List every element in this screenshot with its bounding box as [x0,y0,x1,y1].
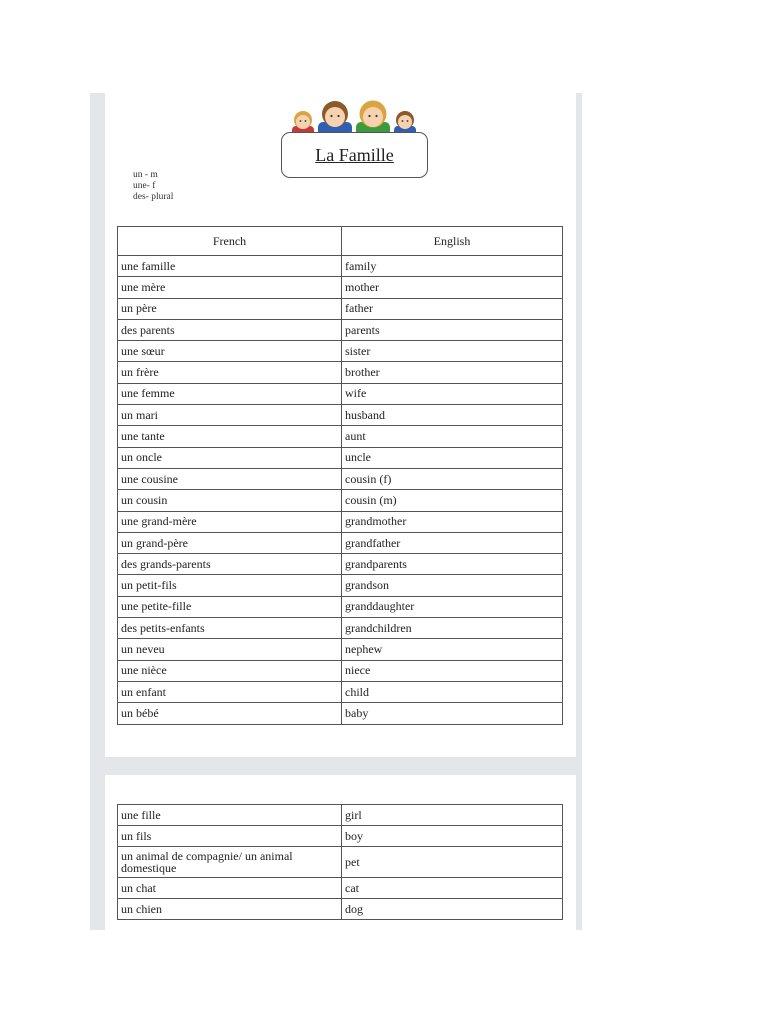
table-row [118,554,563,575]
header-english: English [342,227,563,256]
english-term: cat [342,878,563,899]
english-term: brother [342,362,563,383]
table-row [118,681,563,702]
page-title: La Famille [315,144,394,165]
table-row [118,596,563,617]
french-term: une famille [118,256,342,277]
french-term: une cousine [118,468,342,489]
english-term: grandparents [342,554,563,575]
gender-legend [133,170,173,203]
english-term: baby [342,703,563,724]
english-term: husband [342,405,563,426]
french-term: un cousin [118,490,342,511]
table-row [118,319,563,340]
english-term: girl [342,805,563,826]
english-term: pet [342,847,563,878]
table-row [118,383,563,404]
english-term: aunt [342,426,563,447]
english-term: father [342,298,563,319]
english-term: granddaughter [342,596,563,617]
table-row [118,878,563,899]
table-row [118,703,563,724]
french-term: un petit-fils [118,575,342,596]
table-row [118,405,563,426]
french-term: une mère [118,277,342,298]
table-row [118,298,563,319]
french-term: des grands-parents [118,554,342,575]
table-row [118,575,563,596]
french-term: un père [118,298,342,319]
english-term: nephew [342,639,563,660]
french-term: un mari [118,405,342,426]
english-term: grandson [342,575,563,596]
french-term: un frère [118,362,342,383]
french-term: une petite-fille [118,596,342,617]
table-row [118,468,563,489]
english-term: uncle [342,447,563,468]
vocab-table-page-2 [117,804,563,920]
english-term: wife [342,383,563,404]
table-row [118,341,563,362]
english-term: boy [342,826,563,847]
legend-feminine: une- f [133,181,156,191]
french-term: un enfant [118,681,342,702]
french-term: une nièce [118,660,342,681]
legend-plural: des- plural [133,192,174,202]
table-row [118,847,563,878]
english-term: sister [342,341,563,362]
table-row [118,447,563,468]
vocab-table-page-1 [117,226,563,725]
table-row [118,899,563,920]
french-term: un bébé [118,703,342,724]
french-term: un chat [118,878,342,899]
table-row [118,660,563,681]
family-member-mom [356,101,390,137]
english-term: cousin (f) [342,468,563,489]
english-term: niece [342,660,563,681]
french-term: une grand-mère [118,511,342,532]
family-clipart [290,100,422,136]
french-term: des petits-enfants [118,618,342,639]
table-row [118,426,563,447]
french-term: une sœur [118,341,342,362]
french-term: une femme [118,383,342,404]
table-row [118,511,563,532]
table-row [118,277,563,298]
table-row [118,256,563,277]
table-row [118,639,563,660]
english-term: grandfather [342,532,563,553]
french-term: une tante [118,426,342,447]
table-row [118,805,563,826]
title-box [281,132,428,178]
legend-masculine: un - m [133,170,158,180]
english-term: cousin (m) [342,490,563,511]
french-term: des parents [118,319,342,340]
table-row [118,362,563,383]
english-term: grandmother [342,511,563,532]
table-row [118,532,563,553]
english-term: grandchildren [342,618,563,639]
family-member-dad [318,101,352,136]
english-term: mother [342,277,563,298]
table-row [118,618,563,639]
english-term: family [342,256,563,277]
french-term: une fille [118,805,342,826]
english-term: child [342,681,563,702]
header-french: French [118,227,342,256]
table-row [118,490,563,511]
english-term: parents [342,319,563,340]
table-header-row [118,227,563,256]
french-term: un oncle [118,447,342,468]
french-term: un grand-père [118,532,342,553]
table-row [118,826,563,847]
french-term: un neveu [118,639,342,660]
french-term: un animal de compagnie/ un animal domestique [118,847,342,878]
french-term: un chien [118,899,342,920]
french-term: un fils [118,826,342,847]
english-term: dog [342,899,563,920]
